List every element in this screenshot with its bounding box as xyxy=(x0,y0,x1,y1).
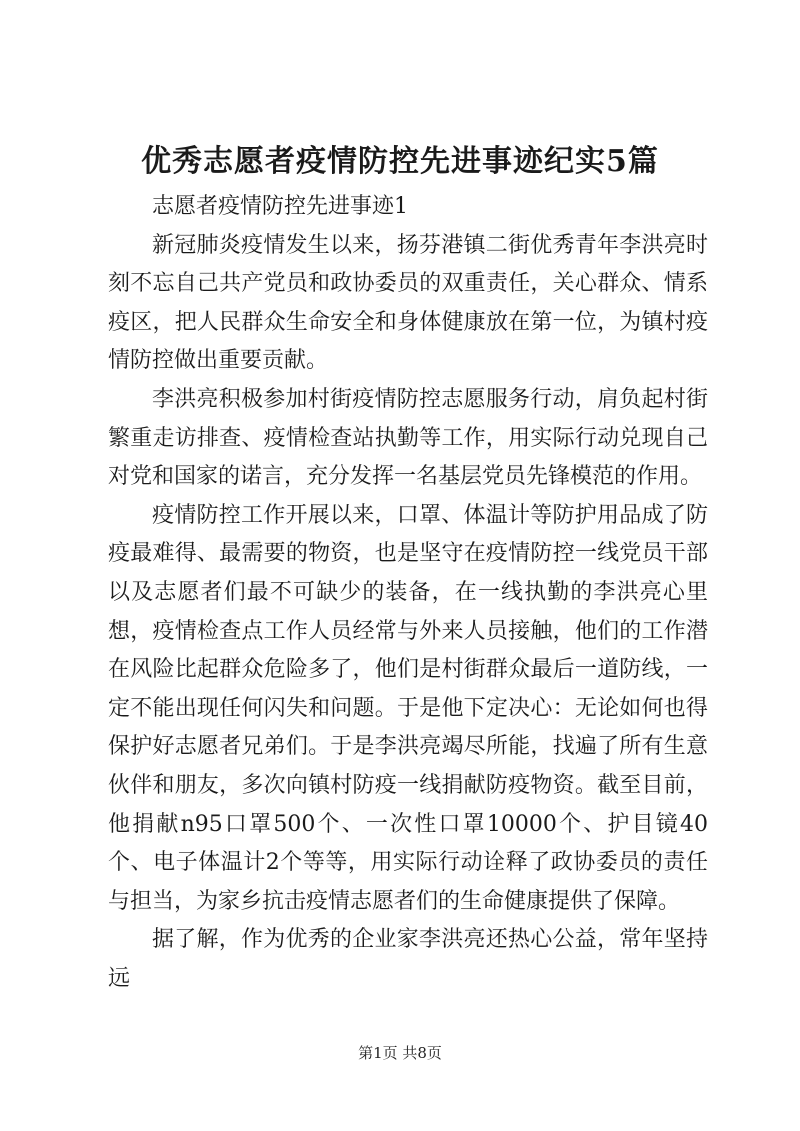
body-paragraph: 李洪亮积极参加村街疫情防控志愿服务行动，肩负起村街繁重走访排查、疫情检查站执勤等工作，用实际行动兑现自己对党和国家的诺言，充分发挥一名基层党员先锋模范的作用。 xyxy=(108,386,708,490)
body-paragraph: 据了解，作为优秀的企业家李洪亮还热心公益，常年坚持远 xyxy=(108,927,708,991)
page-number-footer: 第1页 共8页 xyxy=(358,1044,442,1062)
document-body xyxy=(108,188,708,998)
document-title: 优秀志愿者疫情防控先进事迹纪实5篇 xyxy=(141,144,659,179)
body-paragraph: 新冠肺炎疫情发生以来，扬芬港镇二街优秀青年李洪亮时刻不忘自己共产党员和政协委员的双重责任，关心群众、情系疫区，把人民群众生命安全和身体健康放在第一位，为镇村疫情防控做出重要贡献。 xyxy=(108,232,708,374)
body-paragraph: 疫情防控工作开展以来，口罩、体温计等防护用品成了防疫最难得、最需要的物资，也是坚守在疫情防控一线党员干部以及志愿者们最不可缺少的装备，在一线执勤的李洪亮心里想，疫情检查点工作人员经常与外来人员接触，他们的工作潜在风险比起群众危险多了，他们是村街群众最后一道防线，一定不能出现任何闪失和问题。于是他下定决心：无论如何也得保护好志愿者兄弟们。于是李洪亮竭尽所能，找遍了所有生意伙伴和朋友，多次向镇村防疫一线捐献防疫物资。截至目前，他捐献n95口罩500个、一次性口罩10000个、护目镜40个、电子体温计2个等等，用实际行动诠释了政协委员的责任与担当，为家乡抗击疫情志愿者们的生命健康提供了保障。 xyxy=(108,502,708,914)
section-heading: 志愿者疫情防控先进事迹1 xyxy=(152,194,408,219)
